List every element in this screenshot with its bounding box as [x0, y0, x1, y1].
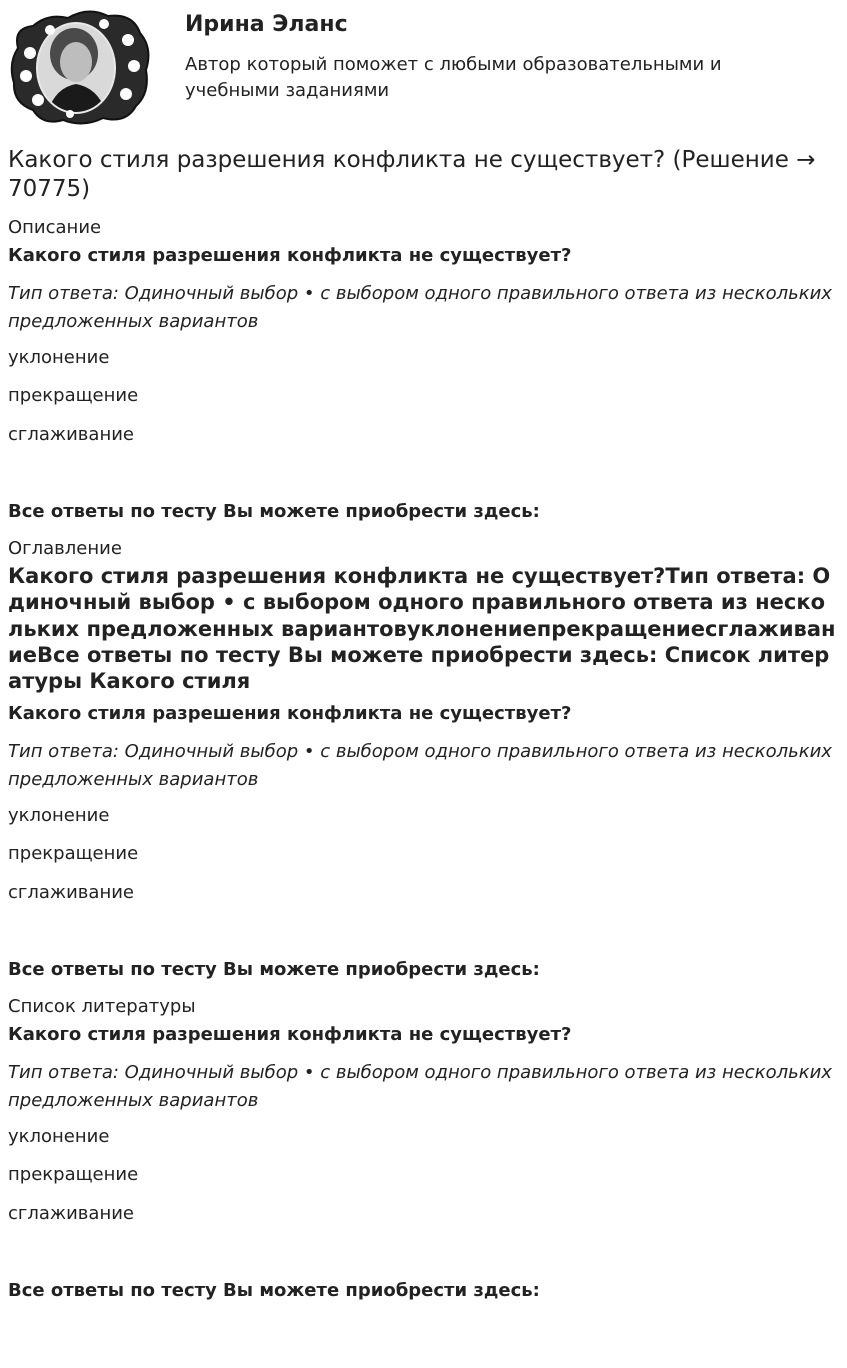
option-item: сглаживание [8, 882, 134, 904]
buy-answers-text: Все ответы по тесту Вы можете приобрести здесь: [8, 959, 540, 981]
option-item: уклонение [8, 1126, 110, 1148]
buy-answers-text: Все ответы по тесту Вы можете приобрести здесь: [8, 1280, 540, 1302]
option-item: прекращение [8, 1164, 139, 1186]
author-avatar[interactable] [8, 8, 150, 126]
option-item: сглаживание [8, 1203, 134, 1225]
main-content [8, 146, 838, 1303]
option-item: уклонение [8, 805, 110, 827]
question-text: Какого стиля разрешения конфликта не существует? [8, 703, 572, 725]
toc-heading: Какого стиля разрешения конфликта не существует?Тип ответа: Одиночный выбор • с выбором одного правильного ответа из нескольких предложенных вариантовуклонениепрекращениесглаживаниеВсе ответы по тесту Вы можете приобрести здесь: Список литературы Какого стиля [8, 564, 836, 694]
page-title: Какого стиля разрешения конфликта не существует? (Решение → 70775) [8, 147, 816, 202]
toc-label: Оглавление [8, 538, 122, 559]
question-text: Какого стиля разрешения конфликта не существует? [8, 245, 572, 266]
answer-type: Тип ответа: Одиночный выбор • с выбором одного правильного ответа из нескольких предложенных вариантов [8, 283, 832, 332]
author-header [8, 8, 838, 128]
answer-type: Тип ответа: Одиночный выбор • с выбором одного правильного ответа из нескольких предложенных вариантов [8, 741, 832, 791]
author-name[interactable]: Ирина Эланс [185, 12, 348, 37]
answer-type: Тип ответа: Одиночный выбор • с выбором одного правильного ответа из нескольких предложенных вариантов [8, 1062, 832, 1112]
option-item: уклонение [8, 347, 110, 368]
question-text: Какого стиля разрешения конфликта не существует? [8, 1024, 572, 1046]
option-item: прекращение [8, 385, 139, 406]
option-item: сглаживание [8, 424, 134, 445]
buy-answers-text: Все ответы по тесту Вы можете приобрести здесь: [8, 501, 540, 522]
option-item: прекращение [8, 843, 139, 865]
author-description: Автор который поможет с любыми образовательными и учебными заданиями [185, 54, 722, 101]
literature-label: Список литературы [8, 996, 196, 1018]
description-label: Описание [8, 217, 102, 238]
